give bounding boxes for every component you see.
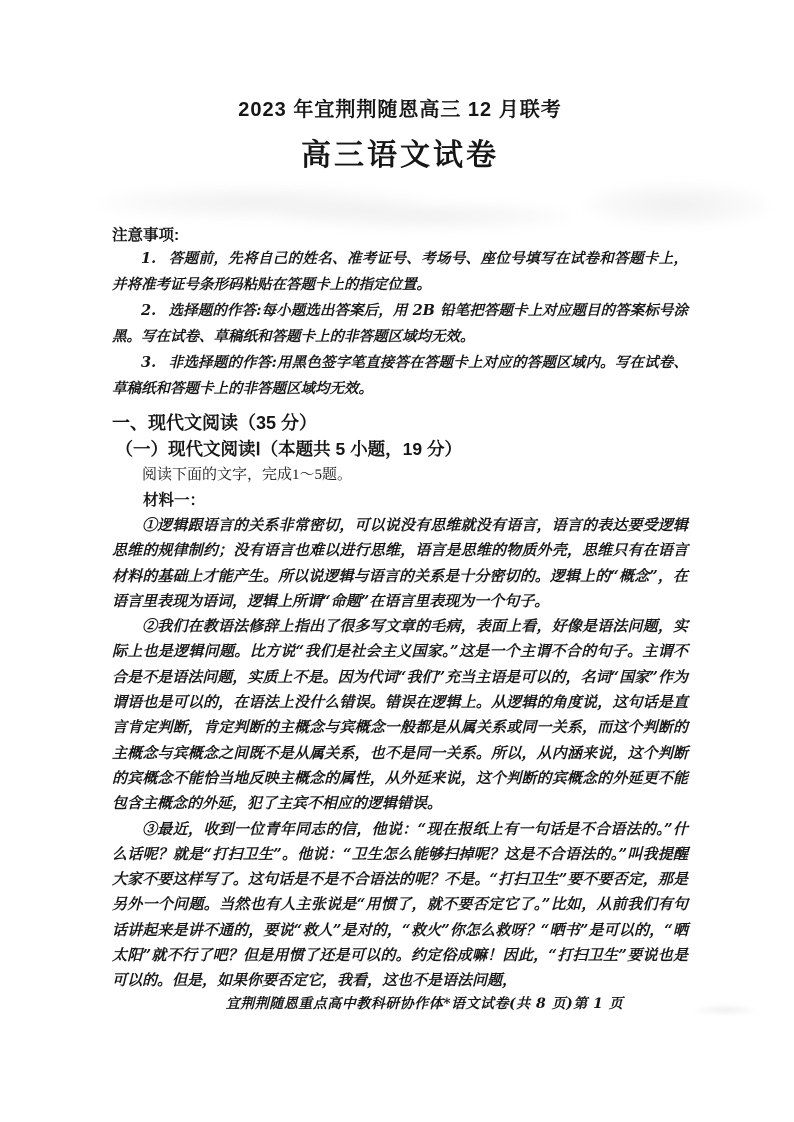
notice-heading: 注意事项: [112,227,180,244]
section-one-heading: 一、现代文阅读（35 分） [112,413,318,433]
notice-item-3-text: 非选择题的作答:用黑色签字笔直接答在答题卡上对应的答题区域内。写在试卷、草稿纸和答题卡上的非答题区域均无效。 [112,354,688,397]
notice-item-2 [112,298,688,350]
notice-item-1-number: 1. [141,250,157,267]
exam-session-title: 2023 年宜荆荆随恩高三 12 月联考 [238,99,562,121]
notice-item-2-text: 选择题的作答:每小题选出答案后，用 2B 铅笔把答题卡上对应题目的答案标号涂黑。写在试卷、草稿纸和答题卡上的非答题区域均无效。 [112,302,688,345]
material-paragraph-1: ①逻辑跟语言的关系非常密切，可以说没有思维就没有语言，语言的表达要受逻辑思维的规律制约；没有语言也难以进行思维，语言是思维的物质外壳，思维只有在语言材料的基础上才能产生。所以说逻辑与语言的关系是十分密切的。逻辑上的“概念”，在语言里表现为语词，逻辑上所谓“命题”在语言里表现为一个句子。 [112,516,688,610]
page-footer: 宜荆荆随恩重点高中教科研协作体*语文试卷(共 8 页)第 1 页 [225,996,624,1012]
paper-title: 高三语文试卷 [301,139,499,172]
notice-item-3 [112,350,688,402]
notice-item-2-number: 2. [141,302,157,319]
material-one-label: 材料一： [143,492,206,509]
section-one-subheading: （一）现代文阅读Ⅰ（本题共 5 小题，19 分） [115,439,462,459]
notice-item-1 [112,246,688,298]
notice-item-3-number: 3. [141,354,157,371]
material-paragraph-3: ③最近，收到一位青年同志的信，他说：“现在报纸上有一句话是不合语法的。”什么话呢？就是“打扫卫生”。他说：“卫生怎么能够扫掉呢？这是不合语法的。”叫我提醒大家不要这样写了。这句话是不是不合语法的呢？不是。“打扫卫生”要不要否定，那是另外一个问题。当然也有人主张说是“用惯了，就不要否定它了。”比如，从前我们有句话讲起来是讲不通的，要说“救人”是对的，“救火”你怎么救呀？“晒书”是可以的，“晒太阳”就不行了吧？但是用惯了还是可以的。约定俗成嘛！因此，“打扫卫生”要说也是可以的。但是，如果你要否定它，我看，这也不是语法问题， [112,819,688,990]
notice-item-1-text: 答题前，先将自己的姓名、准考证号、考场号、座位号填写在试卷和答题卡上，并将准考证号条形码粘贴在答题卡上的指定位置。 [112,250,688,293]
material-paragraph-2: ②我们在教语法修辞上指出了很多写文章的毛病，表面上看，好像是语法问题，实际上也是逻辑问题。比方说“我们是社会主义国家。”这是一个主谓不合的句子。主谓不合是不是语法问题，实质上不是。因为代词“我们”充当主语是可以的，名词“国家”作为谓语也是可以的，在语法上没什么错误。错误在逻辑上。从逻辑的角度说，这句话是直言肯定判断，肯定判断的主概念与宾概念一般都是从属关系或同一关系，而这个判断的主概念与宾概念之间既不是从属关系，也不是同一关系。所以，从内涵来说，这个判断的宾概念不能恰当地反映主概念的属性，从外延来说，这个判断的宾概念的外延更不能包含主概念的外延，犯了主宾不相应的逻辑错误。 [112,617,688,813]
reading-instruction: 阅读下面的文字，完成1～5题。 [142,467,353,483]
page-content [112,0,688,994]
